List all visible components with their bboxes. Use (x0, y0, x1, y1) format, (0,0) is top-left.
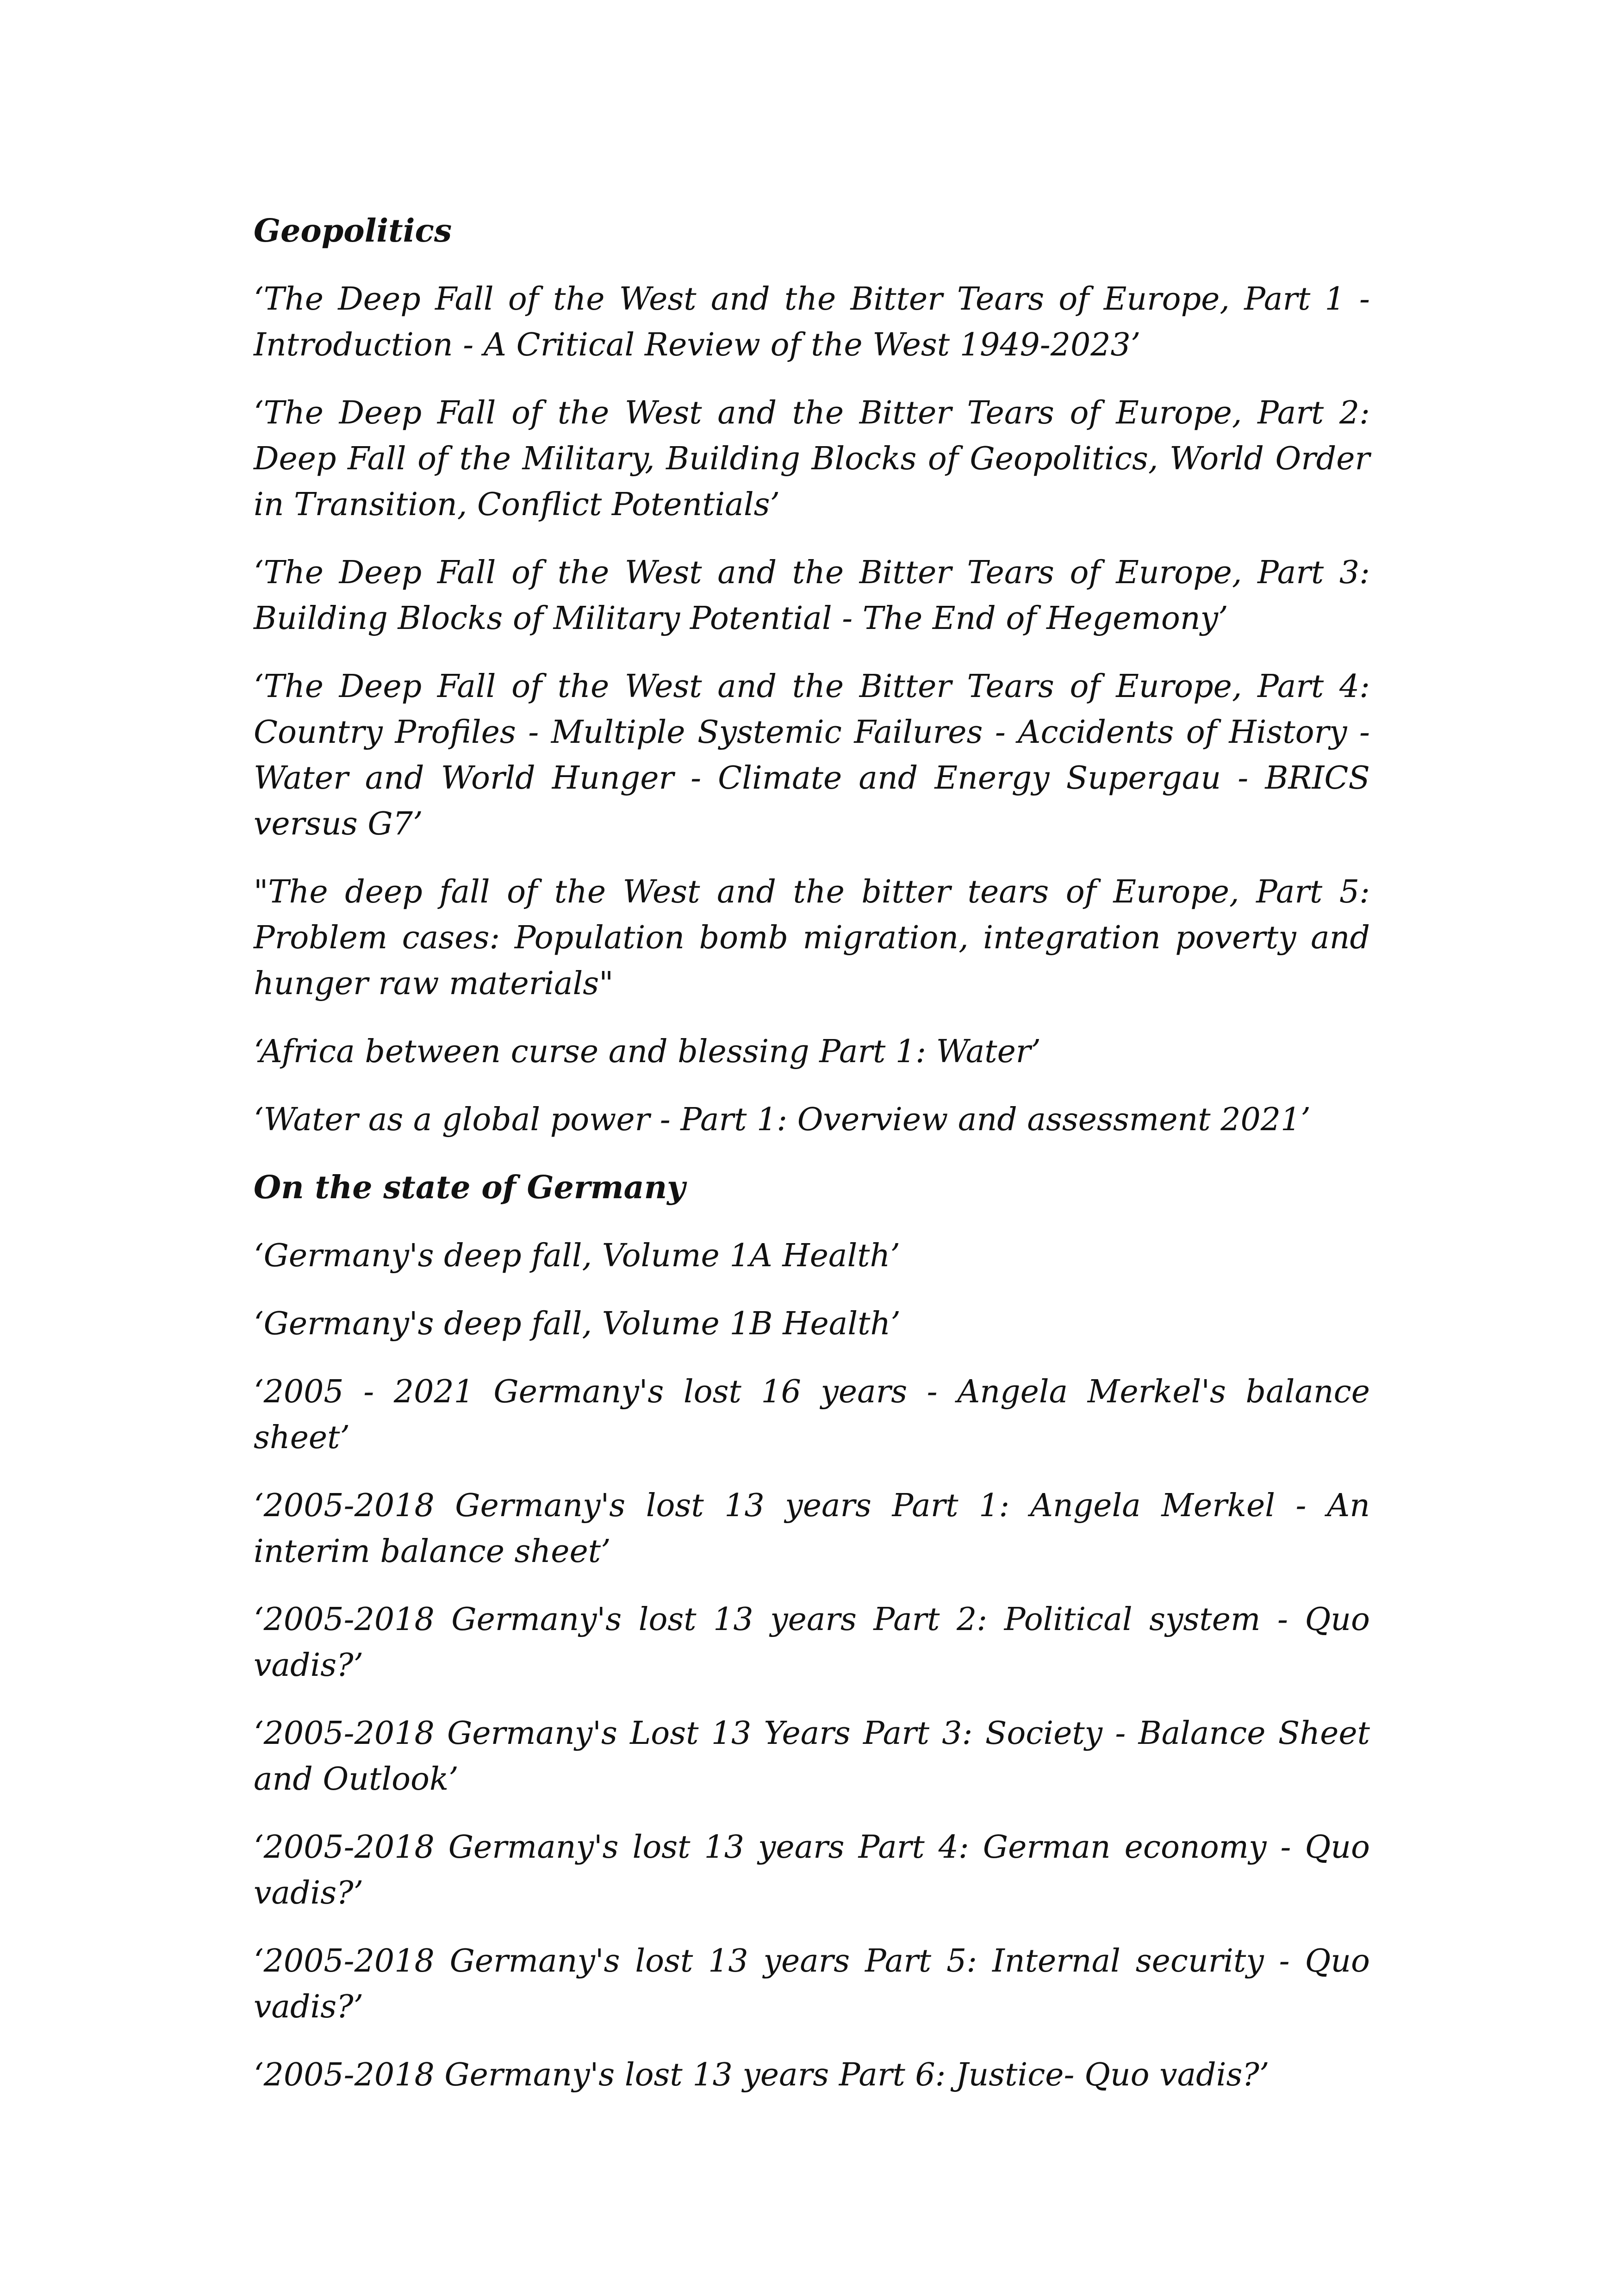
publication-title: ‘2005-2018 Germany's Lost 13 Years Part 3: Society - Balance Sheet and Outlook’ (254, 1715, 1370, 1798)
publication-title: ‘The Deep Fall of the West and the Bitter Tears of Europe, Part 3: Building Blocks of Military Potential - The End of Hegemony’ (254, 554, 1370, 637)
publication-title: ‘2005 - 2021 Germany's lost 16 years - Angela Merkel's balance sheet’ (254, 1374, 1370, 1456)
publication-title: ‘2005-2018 Germany's lost 13 years Part 6: Justice- Quo vadis?’ (254, 2057, 1270, 2093)
publication-title: ‘Germany's deep fall, Volume 1A Health’ (254, 1238, 900, 1274)
publication-title: ‘2005-2018 Germany's lost 13 years Part 1: Angela Merkel - An interim balance sheet’ (254, 1487, 1370, 1570)
publication-title: ‘2005-2018 Germany's lost 13 years Part 4: German economy - Quo vadis?’ (254, 1829, 1370, 1911)
publication-title: ‘The Deep Fall of the West and the Bitter Tears of Europe, Part 2: Deep Fall of the Military, Building Blocks of Geopolitics, World Order in Transition, Conflict Potentials’ (254, 395, 1370, 523)
publication-title: ‘Water as a global power - Part 1: Overview and assessment 2021’ (254, 1101, 1311, 1138)
section-geopolitics (254, 208, 1370, 1143)
section-state-of-germany (254, 1165, 1370, 2098)
publication-title: ‘Germany's deep fall, Volume 1B Health’ (254, 1306, 901, 1342)
publication-title: ‘2005-2018 Germany's lost 13 years Part 5: Internal security - Quo vadis?’ (254, 1943, 1370, 2025)
document-page (254, 208, 1370, 2120)
section-heading: On the state of Germany (254, 1169, 685, 1206)
section-heading: Geopolitics (254, 212, 452, 249)
publication-title: ‘2005-2018 Germany's lost 13 years Part 2: Political system - Quo vadis?’ (254, 1601, 1370, 1684)
publication-title: ‘The Deep Fall of the West and the Bitter Tears of Europe, Part 1 - Introduction - A Critical Review of the West 1949-2023’ (254, 281, 1370, 363)
publication-title: ‘The Deep Fall of the West and the Bitter Tears of Europe, Part 4: Country Profiles - Multiple Systemic Failures - Accidents of History - Water and World Hunger - Climate and Energy Supergau - BRICS versus G7’ (254, 668, 1370, 842)
publication-title: "The deep fall of the West and the bitter tears of Europe, Part 5: Problem cases: Population bomb migration, integration poverty and hunger raw materials" (254, 874, 1370, 1002)
publication-title: ‘Africa between curse and blessing Part 1: Water’ (254, 1033, 1041, 1070)
